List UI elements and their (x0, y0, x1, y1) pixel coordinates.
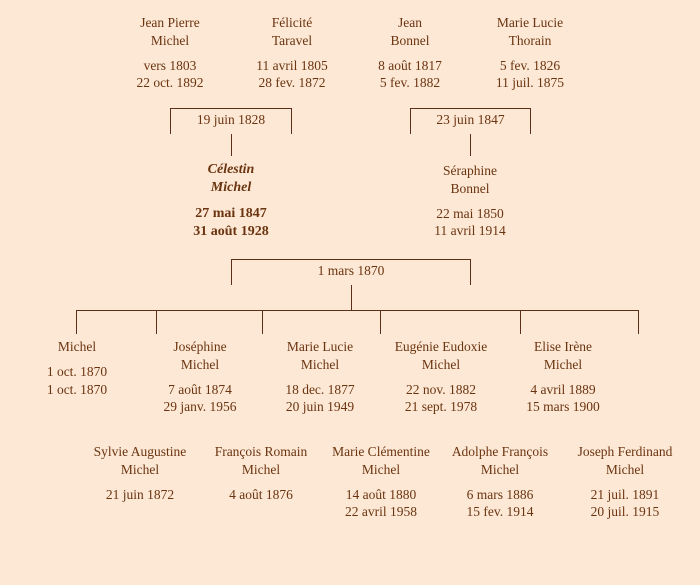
person-dates (261, 381, 379, 417)
person-birth-date: 21 juin 1872 (105, 486, 175, 502)
person-sylvie-augustine-michel (77, 443, 203, 503)
person-birth-date: 14 août 1880 (345, 486, 417, 502)
person-given-name: Michel (57, 339, 97, 354)
person-given-name: Séraphine (443, 163, 497, 178)
person-surname: Michel (361, 461, 401, 477)
person-dates (378, 381, 504, 417)
person-dates (504, 381, 622, 417)
person-death-date: 15 fev. 1914 (466, 504, 534, 520)
connector-line (351, 285, 352, 310)
connector-line (76, 310, 638, 311)
person-given-name: François Romain (214, 444, 308, 459)
person-marie-lucie-michel (261, 338, 379, 416)
person-jean-pierre-michel (108, 14, 232, 92)
person-birth-date: vers 1803 (143, 57, 197, 73)
connector-line (380, 310, 381, 334)
person-marie-clementine-michel (318, 443, 444, 521)
person-dates (108, 57, 232, 93)
person-birth-date: 4 août 1876 (229, 486, 293, 502)
person-surname: Michel (605, 461, 645, 477)
connector-line (262, 310, 263, 334)
person-given-name: Félicité (271, 15, 313, 30)
person-birth-date: 27 mai 1847 (195, 205, 267, 221)
person-death-date: 5 fev. 1882 (379, 75, 441, 91)
person-given-name: Elise Irène (533, 339, 593, 354)
person-surname: Michel (421, 356, 461, 372)
person-death-date: 20 juin 1949 (285, 399, 355, 415)
person-given-name: Jean (398, 15, 422, 30)
person-birth-date: 6 mars 1886 (466, 486, 534, 502)
marriage-date-gen1-left: 19 juin 1828 (196, 112, 266, 127)
person-surname: Bonnel (450, 180, 490, 196)
person-birth-date: 8 août 1817 (378, 57, 442, 73)
person-given-name: Marie Clémentine (332, 444, 430, 459)
marriage-date-gen1-right: 23 juin 1847 (436, 112, 505, 127)
person-death-date: 21 sept. 1978 (404, 399, 478, 415)
person-celestin-michel (169, 161, 293, 242)
person-francois-romain-michel (198, 443, 324, 503)
person-death-date: 29 janv. 1956 (163, 399, 237, 415)
person-surname: Michel (120, 461, 160, 477)
connector-line (231, 259, 471, 260)
person-dates (318, 486, 444, 522)
person-surname: Michel (210, 180, 252, 196)
person-death-date: 1 oct. 1870 (46, 381, 108, 397)
connector-line (76, 310, 77, 334)
person-surname: Michel (480, 461, 520, 477)
person-jean-bonnel (348, 14, 472, 92)
person-surname: Thorain (508, 32, 552, 48)
person-michel-1870 (22, 338, 132, 398)
person-death-date: 22 avril 1958 (345, 504, 417, 520)
person-surname: Michel (150, 32, 190, 48)
person-dates (348, 57, 472, 93)
person-marie-lucie-thorain (468, 14, 592, 92)
person-dates (141, 381, 259, 417)
person-elise-irene-michel (504, 338, 622, 416)
person-birth-date: 5 fev. 1826 (499, 57, 561, 73)
person-death-date: 15 mars 1900 (526, 399, 600, 415)
person-dates (198, 486, 324, 504)
person-birth-date: 7 août 1874 (168, 381, 232, 397)
person-adolphe-francois-michel (437, 443, 563, 521)
connector-line (638, 310, 639, 334)
person-death-date: 11 juil. 1875 (495, 75, 565, 91)
person-given-name: Eugénie Eudoxie (394, 339, 488, 354)
person-seraphine-bonnel (408, 162, 532, 240)
person-dates (437, 486, 563, 522)
person-dates (169, 205, 293, 242)
person-dates (22, 363, 132, 399)
person-birth-date: 11 avril 1805 (256, 57, 328, 73)
marriage-date-gen2: 1 mars 1870 (317, 263, 385, 278)
person-given-name: Célestin (207, 162, 255, 177)
person-birth-date: 22 mai 1850 (436, 205, 504, 221)
person-birth-date: 18 dec. 1877 (285, 381, 355, 397)
connector-line (231, 134, 232, 156)
person-surname: Michel (300, 356, 340, 372)
person-given-name: Adolphe François (451, 444, 549, 459)
connector-line (410, 108, 531, 109)
person-felicite-taravel (230, 14, 354, 92)
person-given-name: Jean Pierre (140, 15, 200, 30)
connector-line (470, 134, 471, 156)
person-surname: Michel (241, 461, 281, 477)
connector-line (520, 310, 521, 334)
person-given-name: Joséphine (173, 339, 227, 354)
person-death-date: 20 juil. 1915 (590, 504, 660, 520)
person-death-date: 31 août 1928 (193, 224, 269, 240)
person-surname: Michel (543, 356, 583, 372)
person-death-date: 11 avril 1914 (434, 223, 506, 239)
person-birth-date: 22 nov. 1882 (406, 381, 476, 397)
person-given-name: Marie Lucie (286, 339, 354, 354)
person-birth-date: 4 avril 1889 (530, 381, 596, 397)
person-joseph-ferdinand-michel (558, 443, 692, 521)
person-dates (230, 57, 354, 93)
person-surname: Bonnel (390, 32, 430, 48)
person-death-date: 22 oct. 1892 (136, 75, 204, 91)
person-dates (77, 486, 203, 504)
person-dates (558, 486, 692, 522)
person-given-name: Sylvie Augustine (93, 444, 187, 459)
person-birth-date: 1 oct. 1870 (46, 363, 108, 379)
person-dates (408, 205, 532, 241)
person-dates (468, 57, 592, 93)
person-given-name: Marie Lucie (496, 15, 564, 30)
person-birth-date: 21 juil. 1891 (590, 486, 660, 502)
person-surname: Michel (180, 356, 220, 372)
connector-line (170, 108, 292, 109)
person-surname: Taravel (271, 32, 313, 48)
connector-line (156, 310, 157, 334)
person-josephine-michel (141, 338, 259, 416)
person-eugenie-eudoxie-michel (378, 338, 504, 416)
person-death-date: 28 fev. 1872 (258, 75, 326, 91)
person-given-name: Joseph Ferdinand (577, 444, 673, 459)
